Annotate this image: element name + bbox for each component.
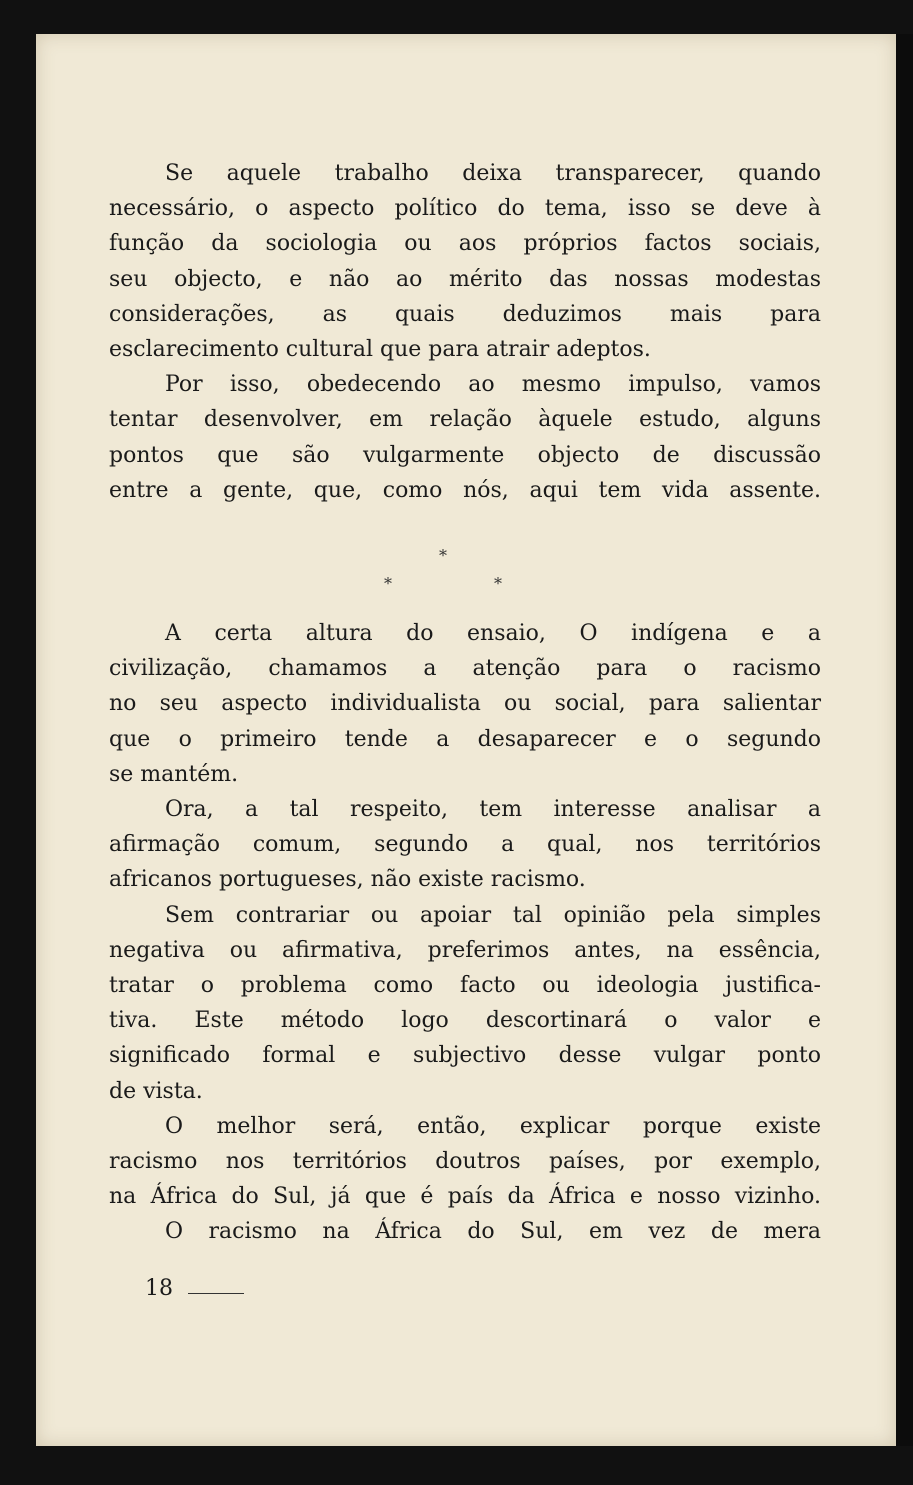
folio-rule: [188, 1293, 244, 1294]
section-separator: [109, 508, 821, 616]
asterisk: *: [439, 546, 447, 566]
text-line: que o primeiro tende a desaparecer e o segundo: [109, 726, 821, 752]
text-line: O melhor será, então, explicar porque existe: [165, 1113, 821, 1139]
text-line: significado formal e subjectivo desse vulgar ponto: [109, 1043, 821, 1069]
text-line: Ora, a tal respeito, tem interesse analisar a: [165, 797, 821, 823]
paragraph-4-cont: [109, 827, 821, 897]
text-line: negativa ou afirmativa, preferimos antes, na essência,: [109, 937, 821, 963]
text-line: civilização, chamamos a atenção para o racismo: [109, 656, 821, 682]
paragraph-1-cont: [109, 191, 821, 367]
text-line: seu objecto, e não ao mérito das nossas modestas: [109, 266, 821, 292]
text-line: afirmação comum, segundo a qual, nos territórios: [109, 832, 821, 858]
paragraph-6-cont: [109, 1144, 821, 1214]
page-number: 18: [145, 1276, 173, 1301]
paragraph-5: [109, 898, 821, 933]
paragraph-5-cont: [109, 933, 821, 1109]
paragraph-3-cont: [109, 651, 821, 792]
text-line: necessário, o aspecto político do tema, isso se deve à: [109, 196, 821, 222]
text-line: africanos portugueses, não existe racismo.: [109, 867, 586, 893]
text-line: considerações, as quais deduzimos mais para: [109, 301, 821, 327]
paragraph-1: [109, 156, 821, 191]
text-line: Por isso, obedecendo ao mesmo impulso, vamos: [165, 372, 821, 398]
paragraph-4: [109, 792, 821, 827]
paragraph-2: [109, 367, 821, 402]
text-line: racismo nos territórios doutros países, por exemplo,: [109, 1149, 821, 1175]
text-line: tiva. Este método logo descortinará o valor e: [109, 1008, 821, 1034]
body-text: [109, 156, 821, 1250]
paragraph-6: [109, 1109, 821, 1144]
text-line: no seu aspecto individualista ou social, para salientar: [109, 691, 821, 717]
asterisk: *: [494, 574, 502, 594]
text-line: Sem contrariar ou apoiar tal opinião pela simples: [165, 902, 821, 928]
text-line: entre a gente, que, como nós, aqui tem vida assente.: [109, 477, 821, 503]
paragraph-7: [109, 1214, 821, 1249]
text-line: função da sociologia ou aos próprios factos sociais,: [109, 231, 821, 257]
text-line: Se aquele trabalho deixa transparecer, quando: [165, 161, 821, 186]
text-line: tentar desenvolver, em relação àquele estudo, alguns: [109, 407, 821, 433]
paragraph-3: [109, 616, 821, 651]
text-line: O racismo na África do Sul, em vez de mera: [165, 1219, 821, 1245]
asterisk: *: [384, 574, 392, 594]
text-line: pontos que são vulgarmente objecto de discussão: [109, 442, 821, 468]
text-line: esclarecimento cultural que para atrair adeptos.: [109, 337, 651, 363]
page-edge: [896, 34, 913, 1446]
text-line: de vista.: [109, 1078, 203, 1104]
text-line: se mantém.: [109, 761, 239, 787]
text-line: na África do Sul, já que é país da África e nosso vizinho.: [109, 1184, 821, 1210]
text-line: A certa altura do ensaio, O indígena e a: [165, 621, 821, 647]
text-line: tratar o problema como facto ou ideologia justifica-: [109, 973, 821, 999]
paragraph-2-cont: [109, 402, 821, 508]
